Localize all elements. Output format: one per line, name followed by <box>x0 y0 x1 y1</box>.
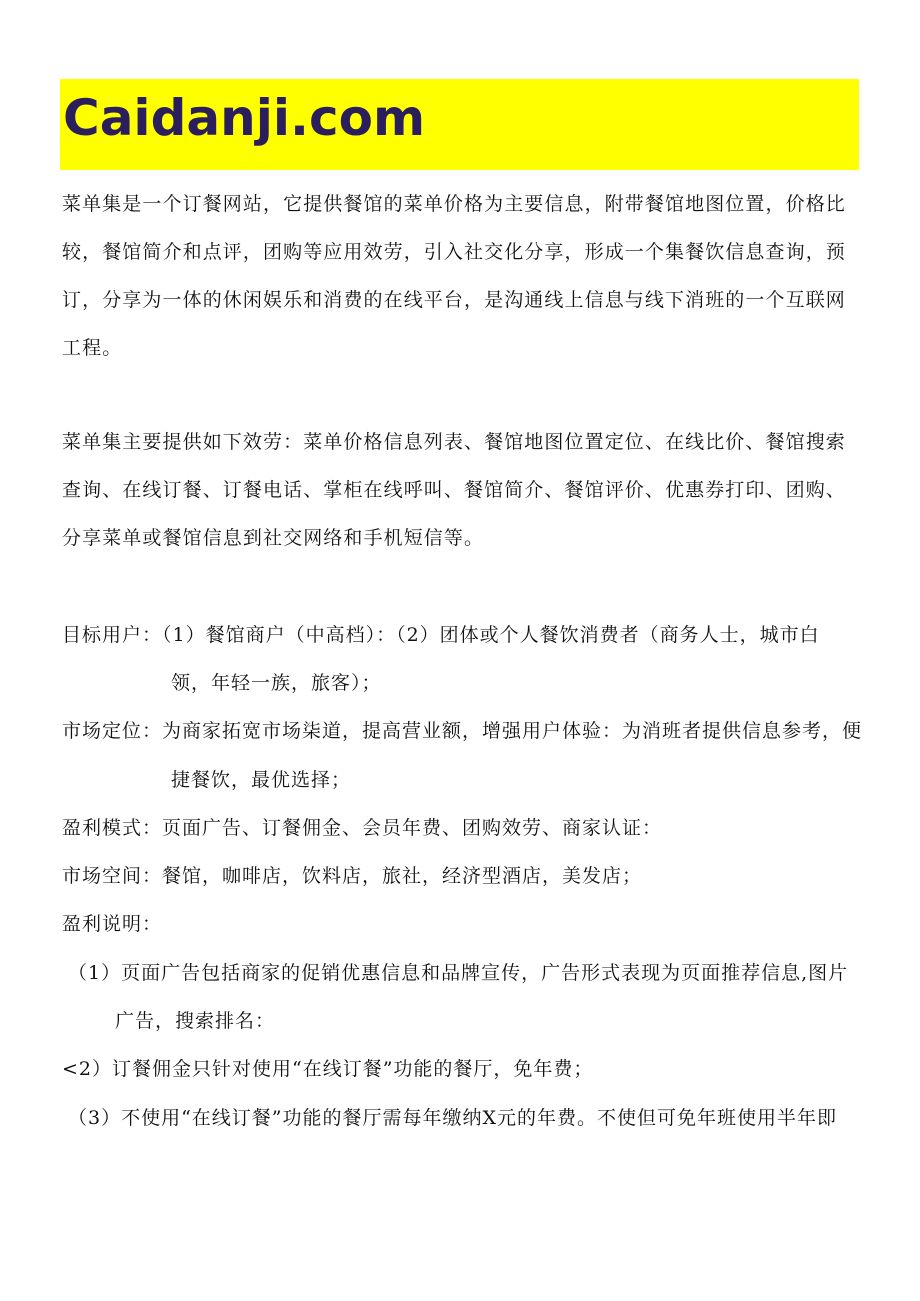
profit-note-item2: <2）订餐佣金只针对使用“在线订餐”功能的餐厅，免年费； <box>62 1058 594 1080</box>
target-users-line1: 目标用户：（1）餐馆商户（中高档）：（2）团体或个人餐饮消费者（商务人士，城市白 <box>62 624 820 646</box>
market-space-line: 市场空间：餐馆，咖啡店，饮料店，旅社，经济型酒店，美发店； <box>62 865 643 887</box>
intro-paragraph: 菜单集是一个订餐网站，它提供餐馆的菜单价格为主要信息，附带餐馆地图位置，价格比较，餐馆简介和点评，团购等应用效劳，引入社交化分享，形成一个集餐饮信息查询，预订，分享为一体的休闲娱乐和消费的在线平台，是沟通线上信息与线下消班的一个互联网工程。 <box>62 193 846 359</box>
market-position-line1: 市场定位：为商家拓宽市场柒道，提高营业额，增强用户体验：为消班者提供信息参考，便 <box>62 720 863 742</box>
services-paragraph: 菜单集主要提供如下效劳：菜单价格信息列表、餐馆地图位置定位、在线比价、餐馆搜索查询、在线订餐、订餐电话、掌柜在线呼叫、餐馆简介、餐馆评价、优惠券打印、团购、分享菜单或餐馆信息到社交网络和手机短信等。 <box>62 431 846 549</box>
target-users-line2: 领，年轻一族，旅客）； <box>171 672 382 694</box>
profit-model-line: 盈利模式：页面广告、订餐佣金、会员年费、团购效劳、商家认证： <box>62 817 663 839</box>
profit-note-item3: （3）不使用“在线订餐”功能的餐厅需每年缴纳X元的年费。不使但可免年班使用半年即 <box>68 1107 838 1129</box>
profit-note-item1-line1: （1）页面广告包括商家的促销优惠信息和品牌宣传，广告形式表现为页面推荐信息,图片 <box>68 962 849 984</box>
profit-note-item1-line2: 广告，搜索排名： <box>115 1010 276 1032</box>
market-position-line2: 捷餐饮，最优选择； <box>171 769 352 791</box>
site-banner <box>60 79 859 170</box>
profit-notes-heading: 盈利说明： <box>62 913 163 935</box>
site-logo-title: Caidanji.com <box>63 89 426 147</box>
